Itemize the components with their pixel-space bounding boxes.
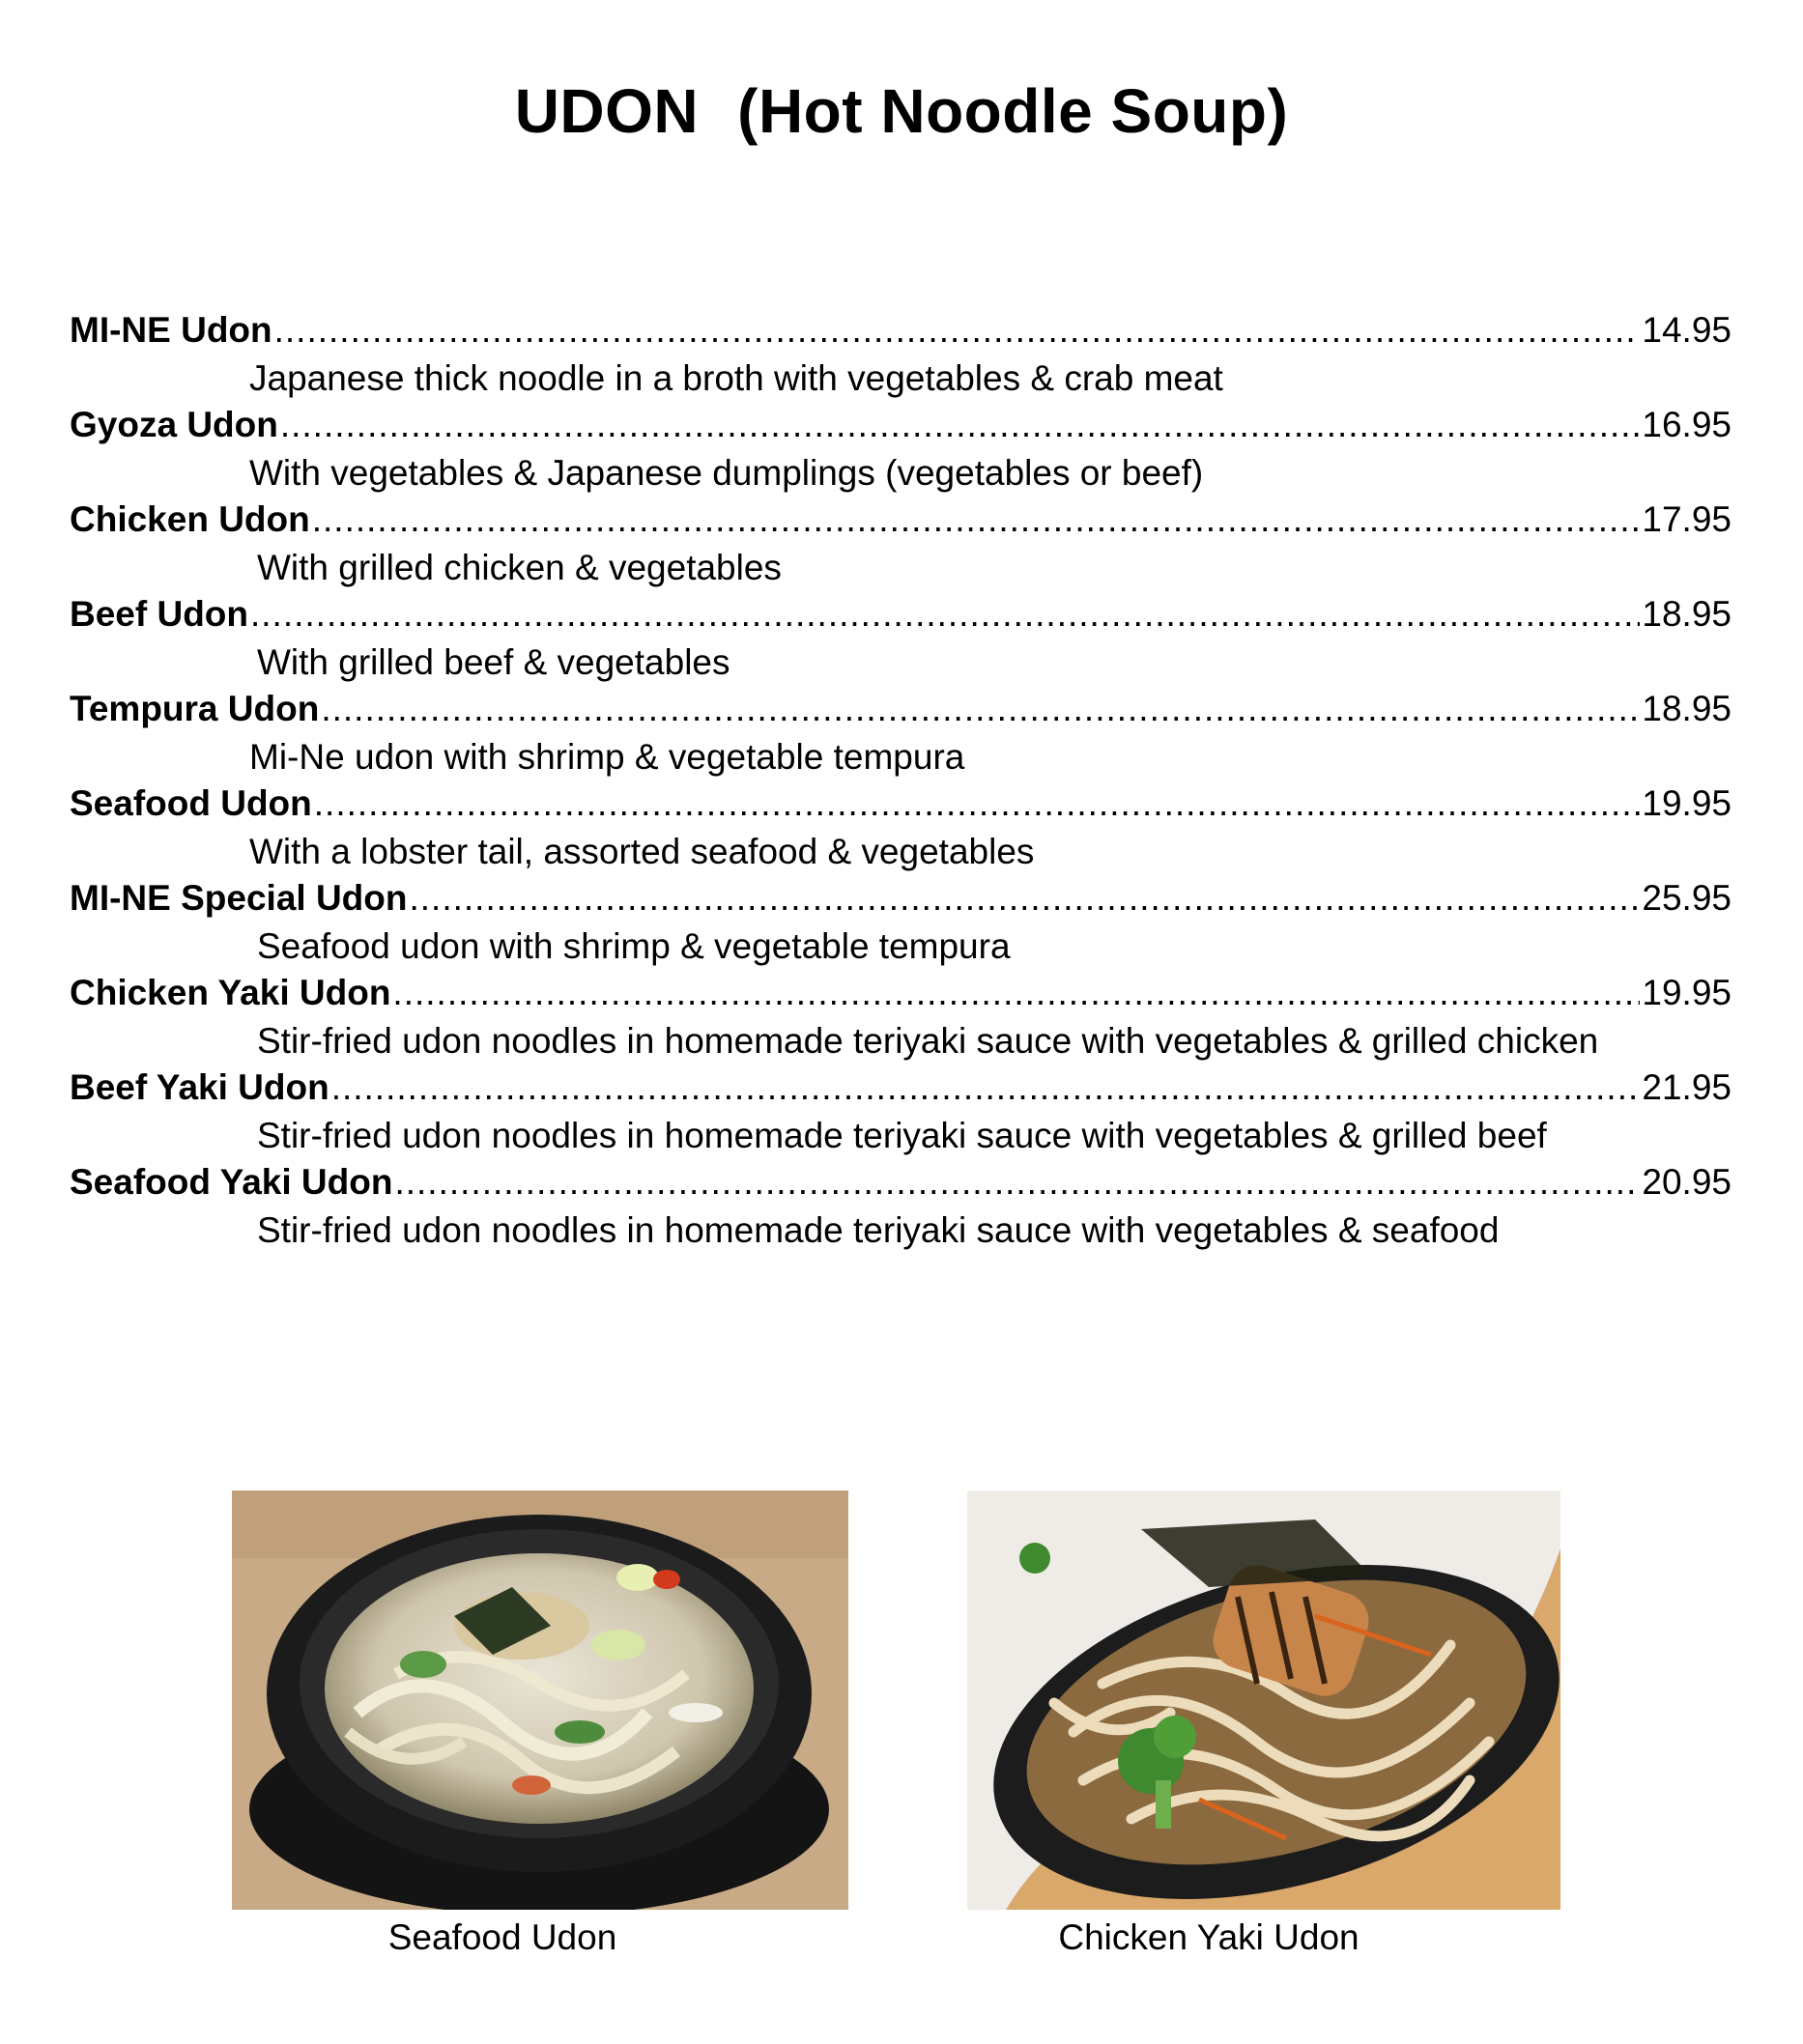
item-price: 20.95 xyxy=(1642,1162,1731,1202)
item-price: 18.95 xyxy=(1642,689,1731,728)
item-description: Stir-fried udon noodles in homemade teriyaki sauce with vegetables & seafood xyxy=(257,1210,1500,1250)
dot-leader xyxy=(392,970,1640,1016)
dot-leader xyxy=(321,686,1640,732)
item-name: Seafood Yaki Udon xyxy=(70,1162,393,1202)
item-name: Beef Udon xyxy=(70,594,248,634)
item-description: With grilled beef & vegetables xyxy=(257,642,730,682)
item-name: MI-NE Special Udon xyxy=(70,878,408,918)
menu-item xyxy=(70,497,1731,591)
item-name: Seafood Udon xyxy=(70,783,312,823)
dot-leader xyxy=(312,497,1641,543)
menu-list xyxy=(70,307,1731,1254)
chicken-yaki-udon-caption: Chicken Yaki Udon xyxy=(1058,1917,1359,1957)
menu-item xyxy=(70,781,1731,875)
menu-item xyxy=(70,875,1731,970)
menu-item xyxy=(70,1065,1731,1159)
item-description: Stir-fried udon noodles in homemade teriyaki sauce with vegetables & grilled chicken xyxy=(257,1021,1599,1061)
menu-item xyxy=(70,686,1731,781)
dot-leader xyxy=(280,402,1641,448)
item-price: 21.95 xyxy=(1642,1067,1731,1107)
page-title xyxy=(0,75,1803,147)
dot-leader xyxy=(331,1065,1641,1111)
item-description: Stir-fried udon noodles in homemade teriyaki sauce with vegetables & grilled beef xyxy=(257,1116,1547,1155)
item-price: 19.95 xyxy=(1642,973,1731,1012)
item-price: 18.95 xyxy=(1642,594,1731,634)
item-name: Chicken Udon xyxy=(70,499,310,539)
dot-leader xyxy=(409,875,1640,922)
item-name: Tempura Udon xyxy=(70,689,320,728)
item-description: Japanese thick noodle in a broth with vegetables & crab meat xyxy=(249,358,1223,398)
seafood-udon-image xyxy=(232,1490,848,1910)
item-name: MI-NE Udon xyxy=(70,310,272,350)
item-description: Seafood udon with shrimp & vegetable tempura xyxy=(257,926,1011,966)
menu-item xyxy=(70,307,1731,402)
title-main: UDON xyxy=(514,76,700,146)
item-description: Mi-Ne udon with shrimp & vegetable tempura xyxy=(249,737,965,777)
title-subtitle: (Hot Noodle Soup) xyxy=(737,76,1289,146)
item-description: With a lobster tail, assorted seafood & vegetables xyxy=(249,832,1035,871)
menu-item xyxy=(70,1159,1731,1254)
dot-leader xyxy=(314,781,1641,827)
item-description: With grilled chicken & vegetables xyxy=(257,548,782,587)
item-price: 25.95 xyxy=(1642,878,1731,918)
seafood-udon-caption: Seafood Udon xyxy=(387,1917,617,1957)
menu-item xyxy=(70,591,1731,686)
seafood-udon-photo xyxy=(232,1490,848,1910)
item-price: 17.95 xyxy=(1642,499,1731,539)
item-price: 16.95 xyxy=(1642,405,1731,444)
dot-leader xyxy=(274,307,1641,354)
dot-leader xyxy=(250,591,1640,638)
menu-item xyxy=(70,970,1731,1065)
item-name: Beef Yaki Udon xyxy=(70,1067,329,1107)
item-price: 19.95 xyxy=(1642,783,1731,823)
item-price: 14.95 xyxy=(1642,310,1731,350)
item-name: Chicken Yaki Udon xyxy=(70,973,391,1012)
item-name: Gyoza Udon xyxy=(70,405,278,444)
chicken-yaki-udon-image xyxy=(967,1490,1560,1910)
chicken-yaki-udon-photo xyxy=(967,1490,1560,1910)
item-description: With vegetables & Japanese dumplings (vegetables or beef) xyxy=(249,453,1204,493)
dot-leader xyxy=(394,1159,1640,1206)
menu-item xyxy=(70,402,1731,497)
